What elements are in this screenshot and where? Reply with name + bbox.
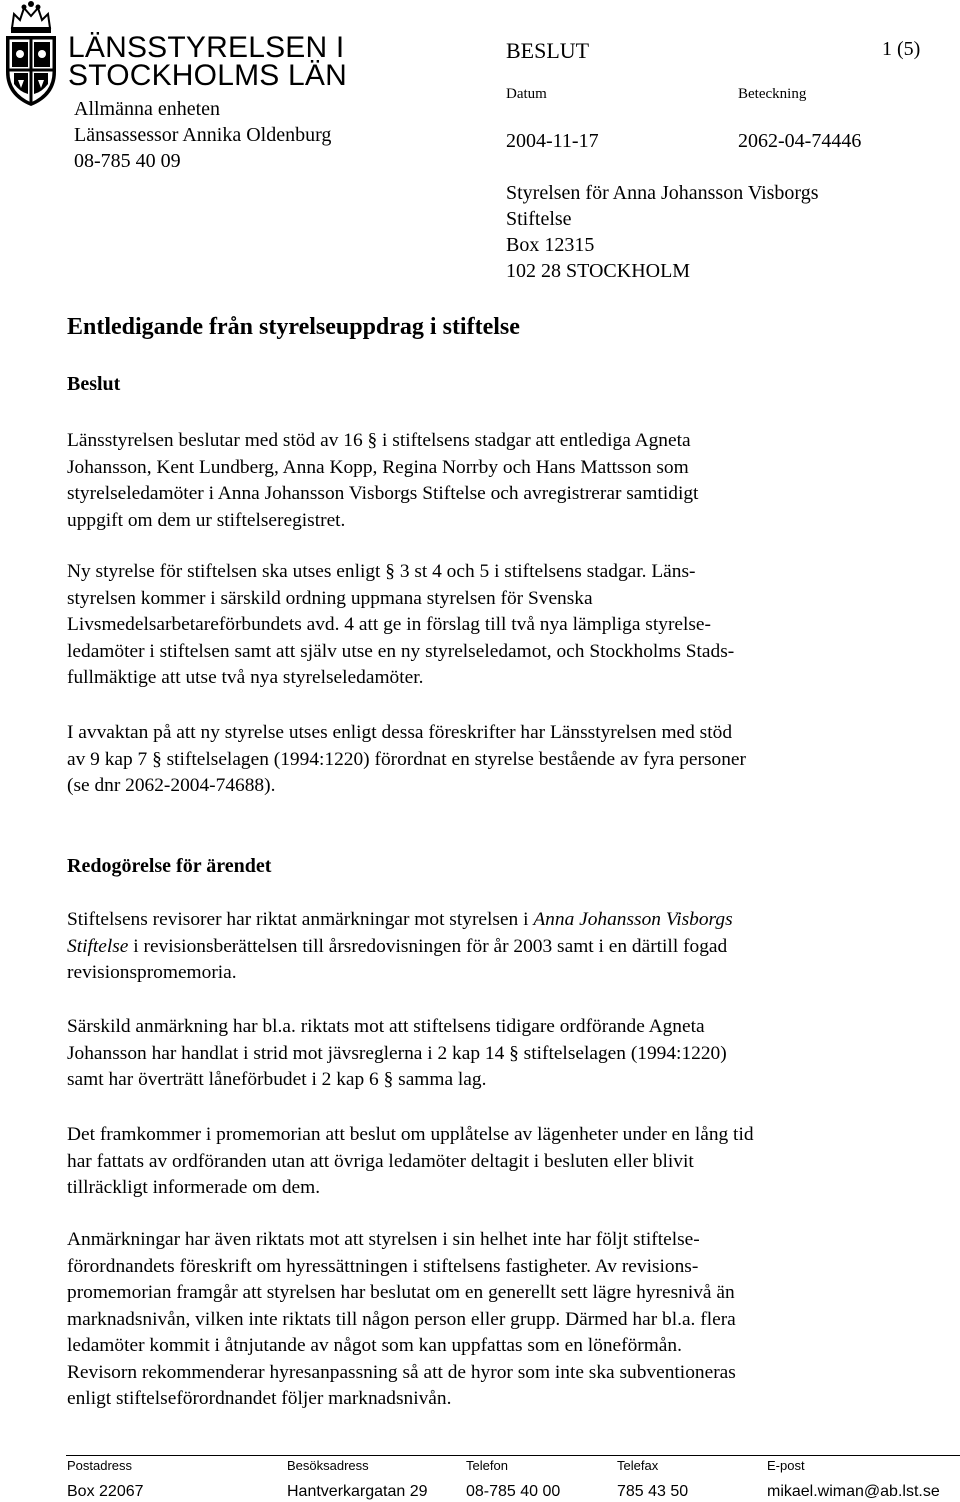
text-line: Anmärkningar har även riktats mot att styrelsen i sin helhet inte har följt stiftelse- xyxy=(67,1229,700,1250)
footer-label: Besöksadress xyxy=(287,1458,369,1473)
document-title: Entledigande från styrelseuppdrag i stiftelse xyxy=(67,314,520,340)
interim-board-paragraph xyxy=(67,720,897,800)
rent-paragraph xyxy=(67,1227,897,1413)
new-board-paragraph xyxy=(67,559,897,692)
coat-of-arms-logo xyxy=(2,0,60,110)
auditors-paragraph xyxy=(67,907,897,987)
text-span: Stiftelsens revisorer har riktat anmärkningar mot styrelsen i xyxy=(67,909,534,930)
recipient-line-1: Styrelsen för Anna Johansson Visborgs xyxy=(506,182,819,204)
text-line: promemorian framgår att styrelsen har beslutat om en generellt sett lägre hyresnivå än xyxy=(67,1282,735,1303)
text-line: revisionspromemoria. xyxy=(67,962,237,983)
text-span: i revisionsberättelsen till årsredovisningen för år 2003 samt i en därtill fogad xyxy=(128,935,728,957)
recipient-line-2: Stiftelse xyxy=(506,208,572,230)
reference-value: 2062-04-74446 xyxy=(738,130,862,152)
text-line: av 9 kap 7 § stiftelselagen (1994:1220) förordnat en styrelse bestående av fyra personer xyxy=(67,748,746,770)
document-type: BESLUT xyxy=(506,38,590,63)
text-line: (se dnr 2062-2004-74688). xyxy=(67,775,276,796)
footer-value: mikael.wiman@ab.lst.se xyxy=(767,1483,940,1500)
text-line: Johansson har handlat i strid mot jävsreglerna i 2 kap 14 § stiftelselagen (1994:1220) xyxy=(67,1042,727,1064)
text-line: ledamöter kommit i åtnjutande av något som kan uppfattas som en löneförmån. xyxy=(67,1335,682,1356)
recipient-line-3: Box 12315 xyxy=(506,234,595,256)
footer-value: 785 43 50 xyxy=(617,1483,689,1500)
date-value: 2004-11-17 xyxy=(506,130,599,152)
report-heading: Redogörelse för ärendet xyxy=(67,855,272,877)
text-line: styrelseledamöter i Anna Johansson Visborgs Stiftelse och avregistrerar samtidigt xyxy=(67,483,699,504)
text-line: samt har överträtt låneförbudet i 2 kap 6 § samma lag. xyxy=(67,1069,487,1090)
page-number: 1 (5) xyxy=(882,38,921,60)
footer-fax xyxy=(617,1458,688,1502)
text-line: Revisorn rekommenderar hyresanpassning så att de hyror som inte ska subventioneras xyxy=(67,1361,736,1383)
footer-value: Hantverkargatan 29 xyxy=(287,1483,428,1500)
footer-email xyxy=(767,1458,940,1502)
sender-person: Länsassessor Annika Oldenburg xyxy=(74,124,332,146)
text-line: förordnandets föreskrift om hyressättningen i stiftelsens fastigheter. Av revisions- xyxy=(67,1255,699,1277)
footer-label: Telefon xyxy=(466,1458,508,1473)
logo-line-1: LÄNSSTYRELSEN I xyxy=(68,31,345,64)
logo-line-2: STOCKHOLMS LÄN xyxy=(68,59,347,92)
foundation-name-italic: Anna Johansson Visborgs xyxy=(533,909,733,930)
reference-label: Beteckning xyxy=(738,86,807,102)
text-line: Johansson, Kent Lundberg, Anna Kopp, Regina Norrby och Hans Mattsson som xyxy=(67,456,689,478)
text-line: uppgift om dem ur stiftelseregistret. xyxy=(67,509,346,531)
text-line: har fattats av ordföranden utan att övriga ledamöter deltagit i besluten eller blivit xyxy=(67,1150,694,1172)
text-line xyxy=(67,907,897,934)
footer-value: Box 22067 xyxy=(67,1483,144,1500)
text-line xyxy=(67,934,897,961)
text-line: ledamöter i stiftelsen samt att själv utse en ny styrelseledamot, och Stockholms Stads- xyxy=(67,640,735,662)
recipient-address xyxy=(506,180,819,284)
text-line: Ny styrelse för stiftelsen ska utses enligt § 3 st 4 och 5 i stiftelsens stadgar. Läns- xyxy=(67,561,696,582)
decision-heading: Beslut xyxy=(67,373,121,395)
footer-label: E-post xyxy=(767,1458,805,1473)
footer-value: 08-785 40 00 xyxy=(466,1483,561,1500)
decision-paragraph xyxy=(67,428,897,534)
sender-block xyxy=(74,96,331,174)
footer-visit xyxy=(287,1458,428,1502)
sender-phone: 08-785 40 09 xyxy=(74,150,181,172)
text-line: fullmäktige att utse två nya styrelseledamöter. xyxy=(67,667,424,688)
text-line: enligt stiftelseförordnandet följer marknadsnivån. xyxy=(67,1388,452,1409)
date-label: Datum xyxy=(506,86,547,102)
footer-phone xyxy=(466,1458,560,1502)
text-line: tillräckligt informerade om dem. xyxy=(67,1177,321,1198)
footer-divider xyxy=(66,1455,960,1456)
footer-label: Postadress xyxy=(67,1458,133,1473)
text-line: Länsstyrelsen beslutar med stöd av 16 § i stiftelsens stadgar att entlediga Agneta xyxy=(67,430,691,451)
promemoria-paragraph xyxy=(67,1122,897,1202)
text-line: I avvaktan på att ny styrelse utses enligt dessa föreskrifter har Länsstyrelsen med stöd xyxy=(67,722,733,743)
sender-unit: Allmänna enheten xyxy=(74,98,221,120)
text-line: Livsmedelsarbetareförbundets avd. 4 att ge in förslag till två nya lämpliga styrelse- xyxy=(67,614,712,635)
footer-label: Telefax xyxy=(617,1458,659,1473)
text-line: marknadsnivån, vilken inte riktats till någon person eller grupp. Därmed har bl.a. flera xyxy=(67,1308,736,1330)
recipient-line-4: 102 28 STOCKHOLM xyxy=(506,260,691,282)
foundation-name-italic: Stiftelse xyxy=(67,935,129,957)
agency-logotype xyxy=(68,31,347,92)
conflict-paragraph xyxy=(67,1014,897,1094)
footer-postal xyxy=(67,1458,144,1502)
text-line: Särskild anmärkning har bl.a. riktats mot att stiftelsens tidigare ordförande Agneta xyxy=(67,1016,705,1037)
text-line: styrelsen kommer i särskild ordning uppmana styrelsen för Svenska xyxy=(67,587,593,609)
text-line: Det framkommer i promemorian att beslut om upplåtelse av lägenheter under en lång tid xyxy=(67,1124,754,1145)
